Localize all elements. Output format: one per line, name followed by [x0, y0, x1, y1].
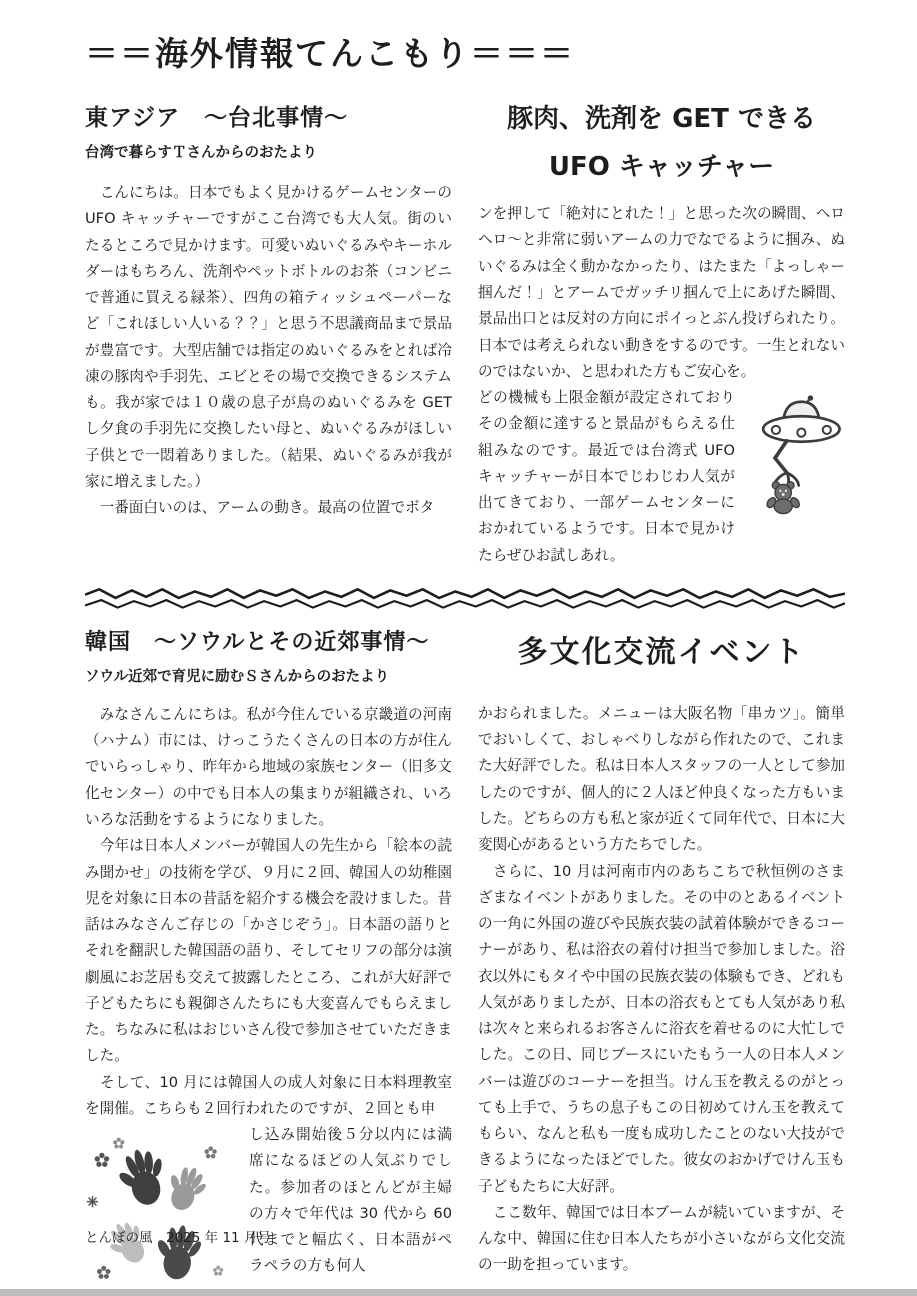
sparkle-icon: [87, 1196, 98, 1207]
korea-article-right: [478, 701, 845, 1279]
ufo-catcher-illustration: [745, 391, 845, 517]
korea-left-column: [85, 625, 452, 1290]
teddy-bear-icon: [765, 482, 801, 514]
korea-section: [85, 625, 845, 1290]
taipei-paragraph: ンを押して「絶対にとれた！」と思った次の瞬間、ヘロヘロ～と非常に弱いアームの力でなでるように掴み、ぬいぐるみは全く動かなかったり、はたまた「よっしゃー掴んだ！」とアームでガッチリ掴んで上にあげた瞬間、景品出口とは反対の方向にポイっとぶん投げられたり。日本では考えられない動きをするのです。一生とれないのではないか、と思われた方もご安心を。: [478, 205, 845, 380]
korea-paragraph: 今年は日本人メンバーが韓国人の先生から「絵本の読み聞かせ」の技術を学び、９月に２回、韓国人の幼稚園児を対象に日本の昔話を紹介する機会を設けました。昔話はみなさんご存じの「かさじぞう」。日本語の語りとそれを翻訳した韓国語の語り、そしてセリフの部分は演劇風にお芝居も交えて披露したところ、これが大好評で子どもたちにも親御さんたちにも大変喜んでもらえました。ちなみに私はおじいさん役で参加させていただきました。: [85, 837, 452, 1065]
taipei-paragraph: 一番面白いのは、アームの動き。最高の位置でボタ: [85, 499, 435, 517]
korea-paragraph: ここ数年、韓国では日本ブームが続いていますが、そんな中、韓国に住む日本人たちが小さいながら文化交流の一助を担っています。: [478, 1203, 845, 1274]
handprints-illustration: [85, 1130, 235, 1290]
korea-heading: 韓国 ～ソウルとその近郊事情～: [85, 629, 430, 655]
issue-footer: とんぼの風 2025 年 11 月号: [85, 1230, 271, 1246]
newsletter-title: ＝＝海外情報てんこもり＝＝＝: [85, 34, 575, 73]
taipei-headline: [478, 95, 845, 191]
taipei-paragraph: こんにちは。日本でもよく見かけるゲームセンターの UFO キャッチャーですがここ台湾でも大人気。街のいたるところで見かけます。可愛いぬいぐるみやキーホルダーはもちろん、洗剤やペットボトルのお茶（コンビニで普通に買える緑茶）、四角の箱ティッシュペーパーなど「これほしい人いる？？」と思う不思議商品まで景品が豊富です。大型店舗では指定のぬいぐるみをとれば冷凍の豚肉や手羽先、エビとその場で交換できるシステムも。我が家では１０歳の息子が鳥のぬいぐるみを GET し夕食の手羽先に交換したい母と、ぬいぐるみがほしい子供とで一悶着ありました。（結果、ぬいぐるみが我が家に増えました。）: [85, 184, 452, 490]
korea-right-column: [478, 625, 845, 1290]
korea-article-left: [85, 702, 452, 1280]
korea-headline: 多文化交流イベント: [517, 634, 806, 670]
korea-paragraph: かおられました。メニューは大阪名物「串カツ」。簡単でおいしくて、おしゃべりしながら作れたので、これまた大好評でした。私は日本人スタッフの一人として参加したのですが、個人的に２人ほど仲良くなった方もいました。どちらの方も私と家が近くて同年代で、日本に大変関心があるという方たちでした。: [478, 704, 845, 854]
korea-paragraph: し込み開始後５分以内には満席になるほどの人気ぶりでした。参加者のほとんどが主婦の方々で年代は 30 代から 60 代までと幅広く、日本語がペラペラの方も何人: [249, 1126, 452, 1275]
torn-paper-divider: [85, 585, 845, 613]
korea-subheading: ソウル近郊で育児に励むＳさんからのおたより: [85, 668, 390, 685]
taipei-paragraph: どの機械も上限金額が設定されておりその金額に達すると景品がもらえる仕組みなのです。最近では台湾式 UFO キャッチャーが日本でじわじわ人気が出てきており、一部ゲームセンターにおかれているようです。日本で見かけたらぜひお試しあれ。: [478, 389, 735, 564]
korea-paragraph: そして、10 月には韓国人の成人対象に日本料理教室を開催。こちらも２回行われたのですが、２回とも申: [85, 1073, 452, 1117]
taipei-left-column: [85, 99, 452, 569]
taipei-subheading: 台湾で暮らすＴさんからのおたより: [85, 145, 317, 161]
taipei-right-column: [478, 99, 845, 569]
taipei-headline-line2: UFO キャッチャー: [548, 152, 775, 183]
korea-paragraph: みなさんこんにちは。私が今住んでいる京畿道の河南（ハナム）市には、けっこうたくさんの日本の方が住んでいらっしゃり、昨年から地域の家族センター（旧多文化センター）の中でも日本人の集まりが組織され、いろいろな活動をするようになりました。: [85, 705, 452, 828]
taipei-section: [85, 99, 845, 569]
page-bottom-edge: [0, 1289, 917, 1296]
taipei-article-right: [478, 201, 845, 569]
taipei-headline-line1: 豚肉、洗剤を GET できる: [507, 104, 816, 134]
taipei-article-left: [85, 180, 452, 521]
korea-paragraph: さらに、10 月は河南市内のあちこちで秋恒例のさまざまなイベントがありました。その中のとあるイベントの一角に外国の遊びや民族衣装の試着体験ができるコーナーがあり、私は浴衣の着付け担当で参加しました。浴衣以外にもタイや中国の民族衣装の体験もでき、どれも人気がありましたが、日本の浴衣もとても人気があり私は次々と来られるお客さんに浴衣を着せるのに大忙しでした。この日、同じブースにいたもう一人の日本人メンバーは遊びのコーナーを担当。けん玉を教えるのがとっても上手で、うちの息子もこの日初めてけん玉を教えてもらい、なんと私も一度も成功したことのない大技ができるようになったほどでした。彼女のおかげでけん玉も子どもたちに大好評。: [478, 862, 845, 1195]
taipei-heading: 東アジア ～台北事情～: [85, 105, 349, 131]
